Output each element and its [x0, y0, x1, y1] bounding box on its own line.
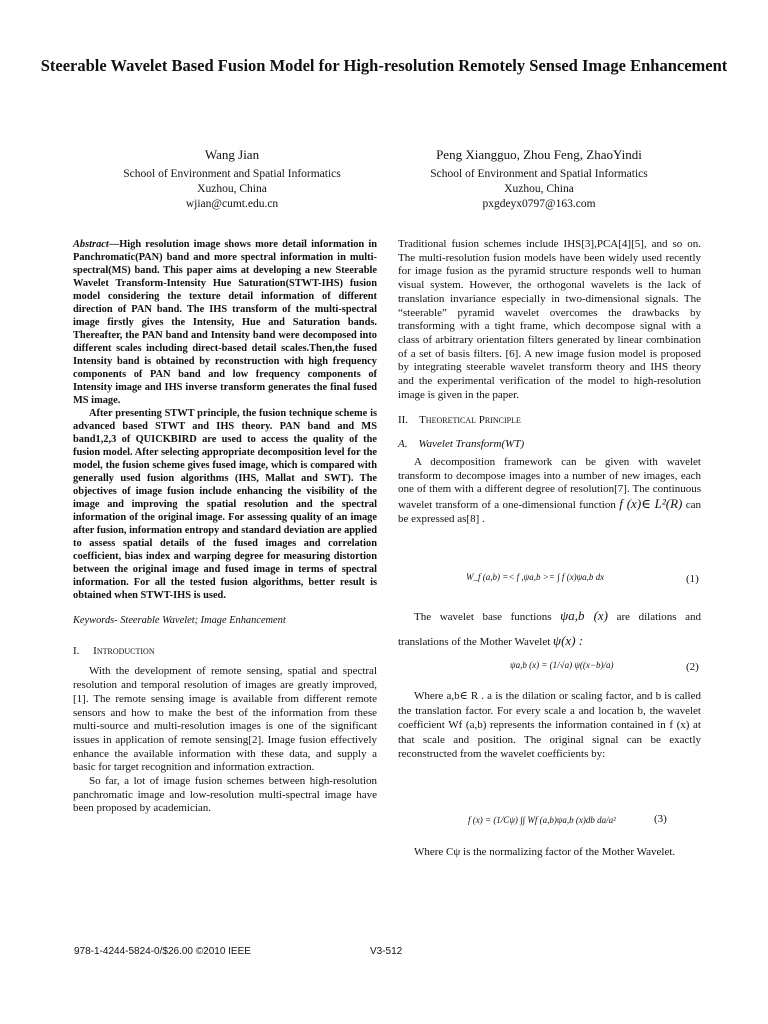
author-email: pxgdeyx0797@163.com	[482, 198, 596, 210]
author-city: Xuzhou, China	[504, 183, 574, 195]
subsection-heading-a	[398, 438, 701, 452]
author-email: wjian@cumt.edu.cn	[185, 198, 279, 210]
abstract-text: —High resolution image shows more detail information in Panchromatic(PAN) band and more spectral information in multi-spectral(MS) band. This paper aims at developing a new Steerable Wavelet Transform-Intensity Hue Saturation(STWT-IHS) fusion model considering the texture detail information of different direction of PAN band. The IHS transform of the multi-spectral image firstly gives the Intensity, Hue and Saturation bands. Thereafter, the PAN band and Intensity band were decomposed into different scales including direct-based detail scales.Then,the fused Intensity band is obtained by reconstruction with high frequency components of PAN band and low frequency components of Intensity image and IHS inverse transform generates the final fused MS image.	[73, 239, 377, 406]
inline-math: ψ(x) :	[553, 633, 584, 648]
subsection-paragraph-3: Where a,b∈ R . a is the dilation or scaling factor, and b is called the translation factor. For every scale a and location b, the wavelet coefficient Wf (a,b) represents the information contained in f (x) at that scale and position. The original signal can be exactly reconstructed from the wavelet coefficients by:	[398, 690, 701, 761]
section-heading-2	[398, 414, 701, 428]
author-block-1	[82, 147, 382, 212]
keywords: Keywords- Steerable Wavelet; Image Enhancement	[73, 615, 286, 626]
section-number: II.	[398, 414, 409, 427]
where-paragraph	[398, 689, 701, 762]
intro-paragraph-2: So far, a lot of image fusion schemes between high-resolution panchromatic image and low-resolution multi-spectral image have been proposed by academician.	[73, 775, 377, 815]
inline-math: ψa,b (x)	[560, 608, 609, 623]
author-affiliation: School of Environment and Spatial Informatics	[430, 168, 648, 180]
section-title: Introduction	[93, 644, 155, 657]
abstract-label: Abstract	[73, 239, 109, 250]
paragraph-text: can be expressed as[8] .	[398, 498, 702, 525]
author-city: Xuzhou, China	[197, 183, 267, 195]
equation-1: W_f (a,b) =< f ,ψa,b >= ∫ f (x)ψa,b dx	[466, 572, 605, 582]
abstract-paragraph-2: After presenting STWT principle, the fusion technique scheme is advanced based STWT and IHS theory. PAN band and MS band1,2,3 of QUICKBIRD are used to access the quality of the fusion model. After selecting appropriate decomposition level for the model, the fusion scheme gives fused image, which is compared with generally used fusion algorithms (IHS, Mallat and SWT). The objectives of image fusion include enhancing the visibility of the image and improving the spatial resolution and the spectral information of the original image. For assessing quality of an image after fusion, information entropy and standard deviation are applied to assess spatial details of the fused images and correlation coefficient, bias index and warping degree for measuring distortion between the original image and fused image in terms of spectral information. For all the tested fusion algorithms, better result is obtained when STWT-IHS is used.	[73, 408, 377, 601]
paper-title: Steerable Wavelet Based Fusion Model for High-resolution Remotely Sensed Image Enhancement	[40, 56, 728, 75]
abstract-paragraph-1	[73, 238, 377, 407]
equation-number: (1)	[686, 573, 699, 585]
subsection-paragraph-1	[398, 456, 701, 527]
equation-2: ψa,b (x) = (1/√a) ψ((x−b)/a)	[510, 660, 614, 670]
inline-math: f (x)∈ L²(R)	[619, 495, 683, 511]
author-block-2	[389, 147, 689, 212]
equation-3: f (x) = (1/Cψ) ∫∫ Wf (a,b)ψa,b (x)db da/a²	[468, 815, 616, 825]
right-paragraph-1: Traditional fusion schemes include IHS[3],PCA[4][5], and so on. The multi-resolution fusion models have been widely used recently for image fusion as the pyramid structure responds well to human visual system. However, the orthogonal wavelets is the lack of translation invariance especially in two-dimensional signals. The “steerable” pyramid wavelet overcomes the drawbacks by transforming with a tight frame, which decompose signal with a class of arbitrary orientation filters generated by linear combination of a set of basis filters. [6]. A new image fusion model is proposed by integrating steerable wavelet transform theory and IHS theory and the experimental verification of the model to high-resolution image is given in the paper.	[398, 238, 701, 401]
author-name: Peng Xiangguo, Zhou Feng, ZhaoYindi	[436, 147, 642, 162]
equation-number: (2)	[686, 661, 699, 673]
subsection-title: Wavelet Transform(WT)	[418, 438, 525, 451]
paragraph-text: are dilations and translations of the Mother Wavelet	[398, 611, 701, 648]
subsection-paragraph-4: Where Cψ is the normalizing factor of the Mother Wavelet.	[414, 846, 676, 858]
author-affiliation: School of Environment and Spatial Informatics	[123, 168, 341, 180]
right-column	[398, 238, 701, 526]
intro-paragraph-1: With the development of remote sensing, spatial and spectral resolution and temporal resolution of images are greatly improved,[1]. The remote sensing image is available from different remote sensors and how to make the best of the information from these multi-source and multi-resolution images is one of the significant issues in application of remote sensing[2]. Image fusion effectively enhance the available information with these data, and supply a basic for target recognition and information extraction.	[73, 665, 377, 774]
footer-copyright: 978-1-4244-5824-0/$26.00 ©2010 IEEE	[74, 946, 251, 957]
section-number: I.	[73, 644, 80, 657]
paragraph-text: The wavelet base functions	[414, 611, 561, 623]
wavelet-base-paragraph	[398, 604, 701, 654]
page-number: V3-512	[370, 946, 403, 957]
section-heading-1	[73, 645, 377, 659]
section-title: Theoretical Principle	[419, 414, 521, 427]
author-name: Wang Jian	[204, 147, 260, 162]
normalizing-paragraph	[398, 843, 701, 862]
left-column	[73, 238, 377, 816]
equation-number: (3)	[654, 813, 667, 825]
paragraph-text: A decomposition framework can be given with wavelet transform to decompose images into a number of new images, each one of them with a different degree of resolution[7]. The continuous wavelet transform of a one-dimensional function	[398, 455, 701, 511]
subsection-label: A.	[398, 438, 408, 451]
